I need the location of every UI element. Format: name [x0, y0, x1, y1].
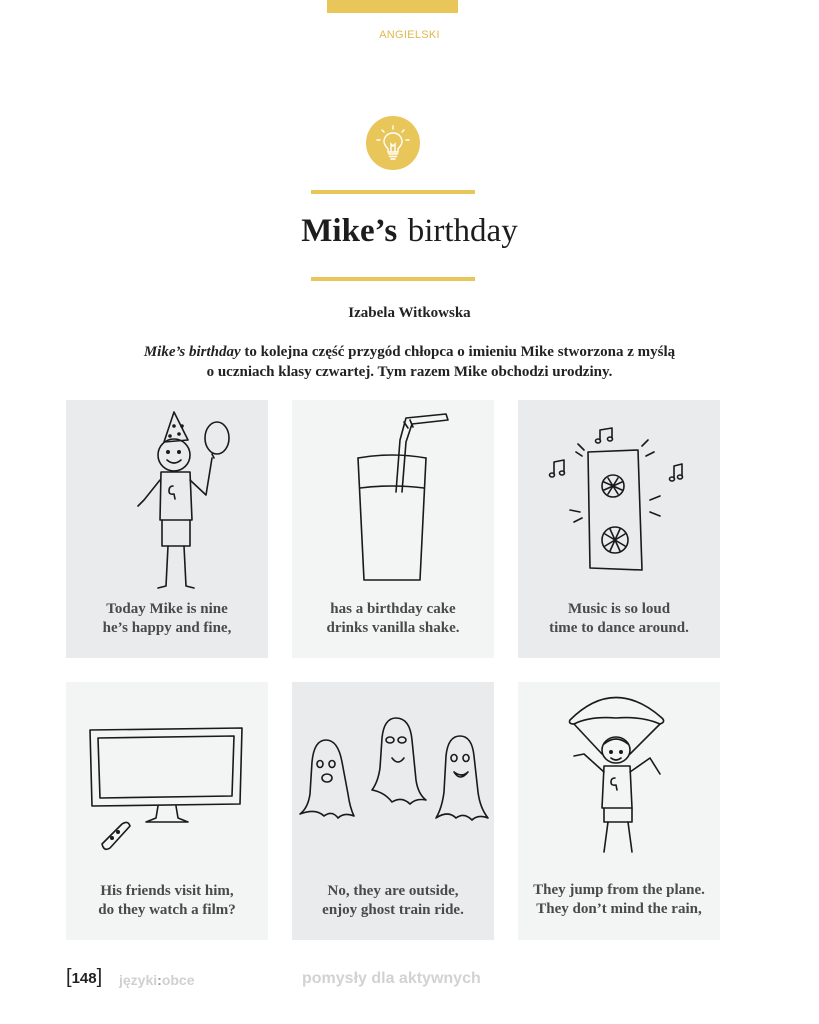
magazine-name — [119, 972, 195, 988]
page-bracket-open: [ — [66, 966, 72, 988]
card-music — [518, 400, 720, 658]
boy-balloon-illustration — [66, 400, 268, 600]
card-parachute — [518, 682, 720, 940]
page-number — [66, 966, 102, 989]
title-rule-bottom — [311, 277, 475, 281]
card-milkshake — [292, 400, 494, 658]
intro-title-ref: Mike’s birthday — [143, 344, 241, 360]
caption-line-2: drinks vanilla shake. — [326, 620, 460, 636]
magazine-name-part2: obce — [161, 972, 195, 988]
ghosts-illustration — [292, 682, 494, 872]
caption-line-2: he’s happy and fine, — [102, 620, 232, 636]
footer-tagline: pomysły dla aktywnych — [302, 970, 481, 987]
caption-line-1: Music is so loud — [567, 601, 671, 617]
intro-line2: o uczniach klasy czwartej. Tym razem Mike obchodzi urodziny. — [206, 364, 613, 380]
caption-line-1: His friends visit him, — [100, 883, 234, 899]
caption-line-1: Today Mike is nine — [106, 601, 228, 617]
card-caption — [292, 882, 494, 920]
card-caption — [292, 600, 494, 638]
intro-paragraph — [90, 342, 729, 382]
caption-line-2: time to dance around. — [549, 620, 689, 636]
page-bracket-close: ] — [96, 966, 103, 988]
caption-line-1: has a birthday cake — [330, 601, 456, 617]
parachute-boy-illustration — [518, 682, 720, 872]
section-label: ANGIELSKI — [379, 29, 440, 41]
article-title — [0, 210, 819, 250]
caption-line-2: do they watch a film? — [98, 902, 236, 918]
milkshake-glass-illustration — [292, 400, 494, 600]
caption-line-1: No, they are outside, — [327, 883, 459, 899]
title-light: birthday — [407, 213, 518, 249]
card-caption — [66, 882, 268, 920]
title-bold: Mike’s — [301, 213, 398, 249]
magazine-name-colon: : — [157, 972, 162, 988]
magazine-name-part1: języki — [119, 972, 158, 988]
title-rule-top — [311, 190, 475, 194]
card-caption — [518, 600, 720, 638]
intro-line1: to kolejna część przygód chłopca o imieniu Mike stworzona z myślą — [240, 344, 676, 360]
card-birthday-boy — [66, 400, 268, 658]
header-accent-bar — [327, 0, 458, 13]
card-ghosts — [292, 682, 494, 940]
lightbulb-icon — [366, 116, 420, 170]
author-name: Izabela Witkowska — [348, 305, 471, 321]
card-tv — [66, 682, 268, 940]
card-caption — [66, 600, 268, 638]
caption-line-1: They jump from the plane. — [533, 882, 705, 898]
tv-remote-illustration — [66, 682, 268, 872]
caption-line-2: enjoy ghost train ride. — [322, 902, 464, 918]
caption-line-2: They don’t mind the rain, — [536, 901, 702, 917]
speaker-music-illustration — [518, 400, 720, 600]
page-number-value: 148 — [71, 970, 97, 987]
card-caption — [518, 881, 720, 919]
